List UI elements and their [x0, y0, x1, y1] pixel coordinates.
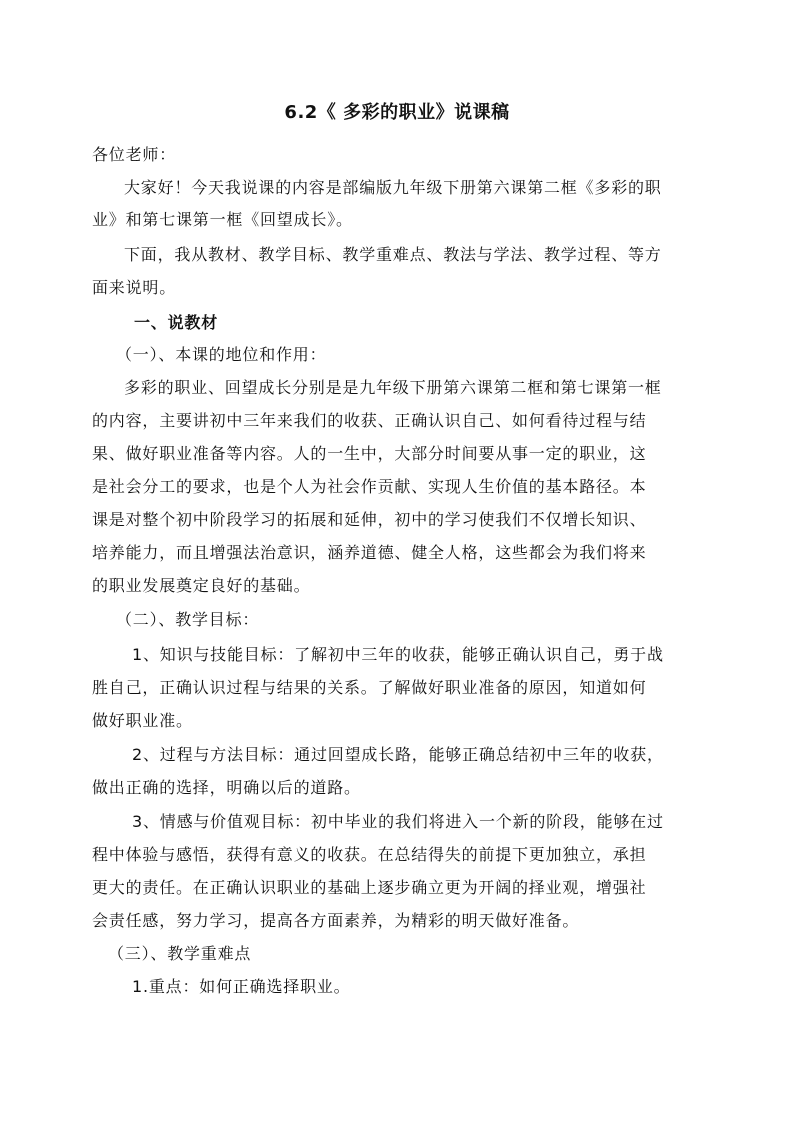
- paragraph-line: 课是对整个初中阶段学习的拓展和延伸，初中的学习使我们不仅增长知识、: [92, 510, 647, 529]
- salutation: 各位老师：: [92, 145, 177, 164]
- paragraph-line: 胜自己，正确认识过程与结果的关系。了解做好职业准备的原因，知道如何: [92, 678, 647, 697]
- paragraph-line: 做好职业准。: [92, 711, 193, 730]
- paragraph-line: 更大的责任。在正确认识职业的基础上逐步确立更为开阔的择业观，增强社: [92, 878, 647, 897]
- paragraph-line: 2、过程与方法目标：通过回望成长路，能够正确总结初中三年的收获，: [132, 745, 664, 764]
- paragraph-line: 大家好！今天我说课的内容是部编版九年级下册第六课第二框《多彩的职: [124, 178, 662, 197]
- document-title: 6.2《 多彩的职业》说课稿: [284, 102, 510, 123]
- paragraph-line: 做出正确的选择，明确以后的道路。: [92, 778, 361, 797]
- paragraph-line: 程中体验与感悟，获得有意义的收获。在总结得失的前提下更加独立，承担: [92, 845, 647, 864]
- paragraph-line: 多彩的职业、回望成长分别是是九年级下册第六课第二框和第七课第一框: [124, 378, 662, 397]
- paragraph-line: 会责任感，努力学习，提高各方面素养，为精彩的明天做好准备。: [92, 911, 580, 930]
- paragraph-line: 的职业发展奠定良好的基础。: [92, 576, 311, 595]
- paragraph-line: 培养能力，而且增强法治意识，涵养道德、健全人格，这些都会为我们将来: [92, 543, 647, 562]
- paragraph-line: 3、情感与价值观目标：初中毕业的我们将进入一个新的阶段，能够在过: [132, 812, 664, 831]
- subsection-heading: （二）、教学目标：: [116, 610, 260, 629]
- paragraph-line: 果、做好职业准备等内容。人的一生中，大部分时间要从事一定的职业，这: [92, 444, 647, 463]
- paragraph-line: 面来说明。: [92, 278, 177, 297]
- subsection-heading: （一）、本课的地位和作用：: [116, 345, 327, 364]
- paragraph-line: 的内容，主要讲初中三年来我们的收获、正确认识自己、如何看待过程与结: [92, 411, 647, 430]
- subsection-heading: （三）、教学重难点: [108, 944, 252, 963]
- paragraph-line: 1.重点：如何正确选择职业。: [132, 977, 351, 996]
- paragraph-line: 下面，我从教材、教学目标、教学重难点、教法与学法、教学过程、等方: [124, 245, 662, 264]
- paragraph-line: 是社会分工的要求，也是个人为社会作贡献、实现人生价值的基本路径。本: [92, 477, 647, 496]
- paragraph-line: 1、知识与技能目标：了解初中三年的收获，能够正确认识自己，勇于战: [132, 645, 664, 664]
- section-heading-teaching-material: 一、说教材: [134, 313, 219, 332]
- paragraph-line: 业》和第七课第一框《回望成长》。: [92, 210, 353, 229]
